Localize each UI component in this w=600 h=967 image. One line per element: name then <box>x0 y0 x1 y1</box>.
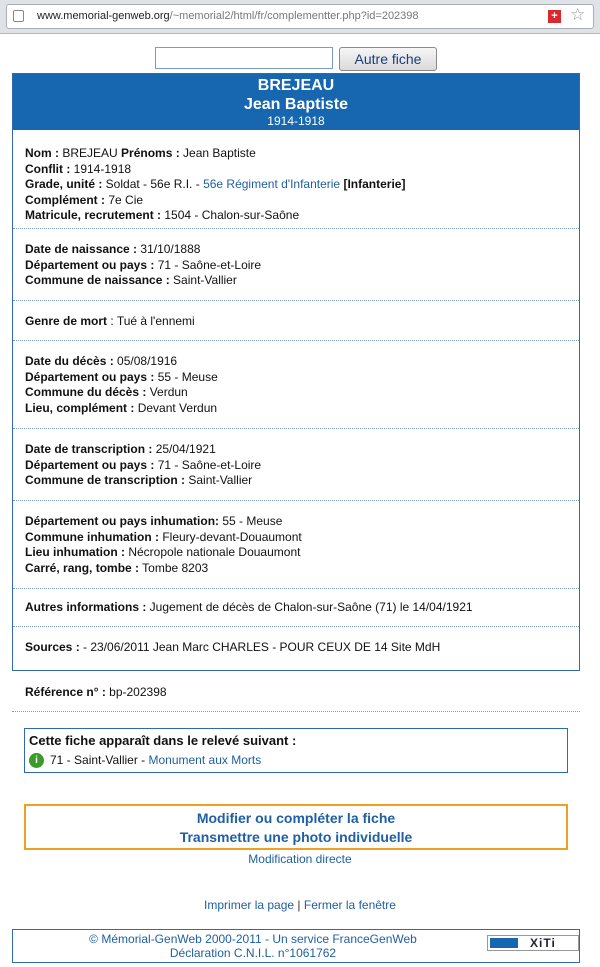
modifier-box <box>24 804 568 850</box>
section-transcription <box>13 428 579 500</box>
deces-date-value: 05/08/1916 <box>113 354 178 368</box>
prenoms-label: Prénoms : <box>121 146 180 160</box>
deces-lieu-line <box>25 401 567 417</box>
inhumation-carre-label: Carré, rang, tombe : <box>25 560 140 575</box>
naissance-commune-value: Saint-Vallier <box>169 273 237 288</box>
first-name: Jean Baptiste <box>243 96 349 113</box>
print-separator: | <box>294 898 304 912</box>
naissance-dept-label: Département ou pays : <box>25 257 155 272</box>
cnil-declaration: Déclaration C.N.I.L. n°1061762 <box>169 946 337 960</box>
info-icon[interactable]: i <box>29 753 44 768</box>
footer <box>12 929 580 963</box>
naissance-dept-value: 71 - Saône-et-Loire <box>154 257 262 272</box>
inhumation-dept-label: Département ou pays inhumation: <box>25 514 220 528</box>
inhumation-dept-value: 55 - Meuse <box>219 514 283 528</box>
genre-mort-line <box>25 314 567 330</box>
naissance-date-label: Date de naissance : <box>25 242 138 256</box>
transcription-dept-label: Département ou pays : <box>25 457 155 472</box>
inhumation-commune-line <box>25 530 567 546</box>
releve-box <box>24 728 568 773</box>
fiche-card <box>12 73 580 671</box>
section-deces <box>13 340 579 428</box>
grade-line <box>25 177 567 193</box>
page-icon <box>13 10 24 22</box>
autres-value: Jugement de décès de Chalon-sur-Saône (71) le 14/04/1921 <box>146 600 473 614</box>
reference-label: Référence n° : <box>25 685 106 699</box>
xiti-badge[interactable] <box>487 935 579 951</box>
url-text <box>37 10 419 22</box>
deces-lieu-value: Devant Verdun <box>134 400 218 415</box>
deces-lieu-label: Lieu, complément : <box>25 400 135 415</box>
imprimer-link[interactable]: Imprimer la page <box>204 898 295 912</box>
transmettre-photo-link[interactable]: Transmettre une photo individuelle <box>179 829 413 845</box>
section-autres <box>13 588 579 626</box>
autres-line <box>25 600 567 616</box>
url-host: www.memorial-genweb.org <box>37 10 170 22</box>
naissance-commune-line <box>25 273 567 289</box>
inhumation-commune-label: Commune inhumation : <box>25 529 159 544</box>
transcription-dept-line <box>25 458 567 474</box>
inhumation-commune-value: Fleury-devant-Douaumont <box>159 529 302 544</box>
naissance-date-value: 31/10/1888 <box>137 242 201 256</box>
browser-toolbar <box>0 0 600 34</box>
regiment-link[interactable]: 56e Régiment d'Infanterie <box>203 177 341 192</box>
nom-value: BREJEAU <box>59 146 122 160</box>
modification-directe-link[interactable]: Modification directe <box>248 852 352 866</box>
autre-fiche-button[interactable]: Autre fiche <box>339 47 437 71</box>
transcription-dept-value: 71 - Saône-et-Loire <box>154 457 262 472</box>
reference <box>25 685 167 699</box>
transcription-date-label: Date de transcription : <box>25 442 153 456</box>
inhumation-lieu-line <box>25 545 567 561</box>
inhumation-carre-line <box>25 561 567 577</box>
conflit-line <box>25 162 567 178</box>
genre-mort-value: : Tué à l'ennemi <box>107 314 195 328</box>
address-bar[interactable] <box>6 4 594 29</box>
transcription-date-value: 25/04/1921 <box>152 442 216 456</box>
page-content <box>0 34 600 967</box>
reference-value: bp-202398 <box>105 685 167 699</box>
inhumation-lieu-label: Lieu inhumation : <box>25 545 125 560</box>
releve-entry <box>29 752 563 768</box>
deces-dept-line <box>25 370 567 386</box>
extension-icon[interactable]: + <box>548 10 561 23</box>
genre-mort-label: Genre de mort <box>25 314 108 328</box>
deces-commune-value: Verdun <box>146 385 188 400</box>
divider <box>12 711 580 712</box>
section-sources <box>13 626 579 666</box>
section-naissance <box>13 228 579 300</box>
conflict-years: 1914-1918 <box>267 114 325 128</box>
sources-label: Sources : <box>25 640 80 654</box>
grade-label: Grade, unité : <box>25 177 103 192</box>
deces-date-line <box>25 354 567 370</box>
print-links <box>0 898 600 912</box>
matricule-line <box>25 208 567 224</box>
transcription-date-line <box>25 442 567 458</box>
arm-value: [Infanterie] <box>340 177 406 192</box>
last-name: BREJEAU <box>257 77 335 94</box>
nom-line <box>25 146 567 162</box>
transcription-commune-value: Saint-Vallier <box>185 473 253 488</box>
deces-commune-label: Commune du décès : <box>25 385 147 400</box>
bookmark-star-icon[interactable]: ☆ <box>570 5 586 24</box>
transcription-commune-line <box>25 473 567 489</box>
xiti-logo-text: XiTi <box>530 936 556 950</box>
transcription-commune-label: Commune de transcription : <box>25 473 186 488</box>
inhumation-lieu-value: Nécropole nationale Douaumont <box>125 545 301 560</box>
xiti-bars-icon <box>490 938 518 948</box>
sources-value: - 23/06/2011 Jean Marc CHARLES - POUR CEUX DE 14 Site MdH <box>79 640 441 654</box>
deces-date-label: Date du décès : <box>25 354 114 368</box>
deces-dept-label: Département ou pays : <box>25 369 155 384</box>
section-mort <box>13 300 579 340</box>
naissance-commune-label: Commune de naissance : <box>25 273 170 288</box>
fiche-header <box>13 74 579 130</box>
releve-place: 71 - Saint-Vallier - <box>50 753 149 767</box>
nom-label: Nom : <box>25 146 59 160</box>
section-inhumation <box>13 500 579 588</box>
matricule-value: 1504 - Chalon-sur-Saône <box>161 208 300 223</box>
deces-commune-line <box>25 385 567 401</box>
naissance-dept-line <box>25 258 567 274</box>
complement-line <box>25 193 567 209</box>
url-path: /~memorial2/html/fr/complementter.php?id=202398 <box>169 10 419 22</box>
fermer-link[interactable]: Fermer la fenêtre <box>303 898 396 912</box>
inhumation-carre-value: Tombe 8203 <box>139 560 209 575</box>
deces-dept-value: 55 - Meuse <box>154 369 218 384</box>
sources-line <box>25 640 567 656</box>
complement-label: Complément : <box>25 192 106 207</box>
footer-text <box>13 932 493 960</box>
copyright-link[interactable]: © Mémorial-GenWeb 2000-2011 - Un service FranceGenWeb <box>89 932 417 946</box>
complement-value: 7e Cie <box>105 192 144 207</box>
grade-value: Soldat - 56e R.I. - <box>102 177 204 192</box>
inhumation-dept-line <box>25 514 567 530</box>
matricule-label: Matricule, recrutement : <box>25 208 162 223</box>
naissance-date-line <box>25 242 567 258</box>
search-input[interactable] <box>155 47 333 69</box>
conflit-value: 1914-1918 <box>70 161 132 176</box>
section-identity <box>13 130 579 228</box>
monument-link[interactable]: Monument aux Morts <box>148 753 262 767</box>
prenoms-value: Jean Baptiste <box>179 146 256 160</box>
conflit-label: Conflit : <box>25 161 71 176</box>
releve-title: Cette fiche apparaît dans le relevé suivant : <box>29 733 297 748</box>
autres-label: Autres informations : <box>25 600 147 614</box>
modifier-fiche-link[interactable]: Modifier ou compléter la fiche <box>196 810 396 826</box>
